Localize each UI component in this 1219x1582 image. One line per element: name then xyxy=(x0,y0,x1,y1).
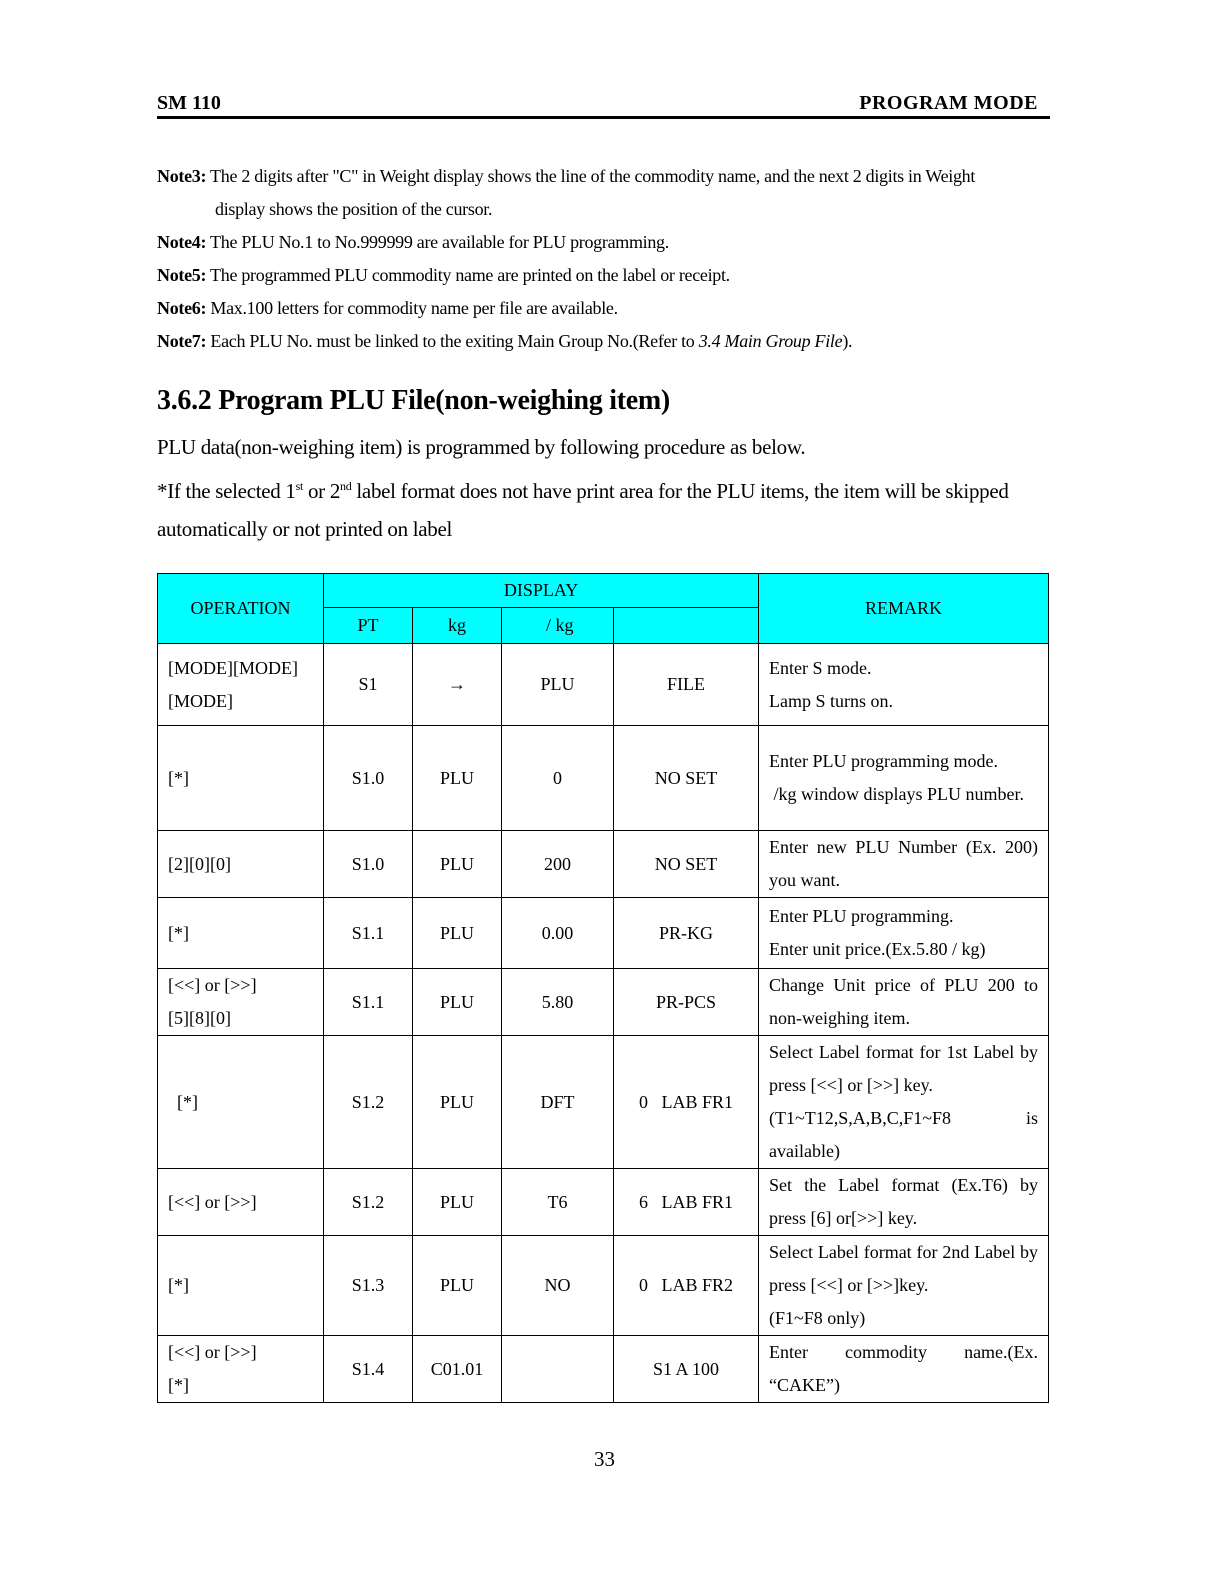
remark-cell xyxy=(759,1336,1049,1403)
remark-line: Enter commodity name.(Ex. “CAKE”) xyxy=(769,1342,1039,1395)
page-header xyxy=(157,90,1050,119)
display-price-cell: S1 A 100 xyxy=(614,1336,759,1403)
display-pt-cell: S1.1 xyxy=(324,969,413,1036)
display-perkg-cell: DFT xyxy=(502,1036,614,1169)
operation-cell xyxy=(158,1336,324,1403)
display-pt-cell: S1.4 xyxy=(324,1336,413,1403)
note-text-continued: display shows the position of the cursor. xyxy=(215,199,493,219)
display-price-cell: PR-PCS xyxy=(614,969,759,1036)
note-label: Note4: xyxy=(157,232,207,252)
table-row xyxy=(158,726,1049,831)
remark-line: Lamp S turns on. xyxy=(769,690,894,711)
display-pt-cell: S1.2 xyxy=(324,1169,413,1236)
display-price-cell: NO SET xyxy=(614,726,759,831)
note-text: Each PLU No. must be linked to the exiting Main Group No.(Refer to xyxy=(206,331,699,351)
remark-line: (T1~T12,S,A,B,C,F1~F8 is available) xyxy=(769,1108,1039,1161)
display-kg-cell: PLU xyxy=(413,831,502,898)
note-5 xyxy=(157,259,1037,292)
note-label: Note6: xyxy=(157,298,207,318)
operation-cell xyxy=(158,1169,324,1236)
display-kg-cell: PLU xyxy=(413,898,502,969)
remark-line: Set the Label format (Ex.T6) by press [6] or[>>] key. xyxy=(769,1175,1039,1228)
note-text: The PLU No.1 to No.999999 are available for PLU programming. xyxy=(206,232,669,252)
table-row xyxy=(158,969,1049,1036)
note-label: Note3: xyxy=(157,166,207,186)
remark-cell xyxy=(759,1236,1049,1336)
remark-cell xyxy=(759,644,1049,726)
note-text: The 2 digits after "C" in Weight display shows the line of the commodity name, and the next 2 digits in Weight xyxy=(206,166,976,186)
header-remark: REMARK xyxy=(759,574,1049,644)
display-perkg-cell: PLU xyxy=(502,644,614,726)
remark-line: Enter PLU programming. xyxy=(769,906,954,926)
operation-key: [*] xyxy=(168,922,189,943)
remark-cell xyxy=(759,726,1049,831)
note-6 xyxy=(157,292,1037,325)
display-price-cell: 6 LAB FR1 xyxy=(614,1169,759,1236)
note-text: Max.100 letters for commodity name per file are available. xyxy=(206,298,618,318)
table-row xyxy=(158,1236,1049,1336)
remark-line: Enter S mode. xyxy=(769,657,872,678)
remark-line: Enter new PLU Number (Ex. 200) you want. xyxy=(769,837,1039,890)
display-perkg-cell: 200 xyxy=(502,831,614,898)
table-row xyxy=(158,831,1049,898)
display-perkg-cell: T6 xyxy=(502,1169,614,1236)
table-row xyxy=(158,644,1049,726)
operation-cell xyxy=(158,1036,324,1169)
page-number: 33 xyxy=(594,1447,615,1471)
operation-key: [MODE][MODE] xyxy=(168,657,298,678)
header-kg: kg xyxy=(413,608,502,644)
display-kg-cell: PLU xyxy=(413,726,502,831)
superscript: st xyxy=(295,479,304,493)
remark-cell xyxy=(759,1036,1049,1169)
display-price-cell: NO SET xyxy=(614,831,759,898)
header-section: PROGRAM MODE xyxy=(859,92,1038,114)
operation-key: [<<] or [>>] xyxy=(168,1342,257,1362)
note-text: The programmed PLU commodity name are printed on the label or receipt. xyxy=(206,265,730,285)
display-perkg-cell: NO xyxy=(502,1236,614,1336)
display-perkg-cell: 0 xyxy=(502,726,614,831)
operation-key: [5][8][0] xyxy=(168,1008,231,1028)
procedure-table xyxy=(157,573,1049,1403)
display-price-cell: 0 LAB FR2 xyxy=(614,1236,759,1336)
display-kg-cell: PLU xyxy=(413,969,502,1036)
header-pt: PT xyxy=(324,608,413,644)
display-kg-cell: PLU xyxy=(413,1236,502,1336)
header-model: SM 110 xyxy=(157,92,221,114)
display-price-cell: PR-KG xyxy=(614,898,759,969)
display-kg-cell: PLU xyxy=(413,1036,502,1169)
operation-cell xyxy=(158,898,324,969)
display-price-cell: 0 LAB FR1 xyxy=(614,1036,759,1169)
header-operation: OPERATION xyxy=(158,574,324,644)
section-note xyxy=(157,472,1047,548)
display-kg-cell: → xyxy=(413,644,502,726)
remark-line: Enter unit price.(Ex.5.80 / kg) xyxy=(769,939,986,959)
remark-line: Change Unit price of PLU 200 to non-weighing item. xyxy=(769,975,1039,1028)
note-4 xyxy=(157,226,1037,259)
note-3 xyxy=(157,160,1037,226)
operation-cell xyxy=(158,831,324,898)
display-price-cell: FILE xyxy=(614,644,759,726)
table-row xyxy=(158,1336,1049,1403)
operation-cell xyxy=(158,644,324,726)
table-row xyxy=(158,898,1049,969)
operation-key: [*] xyxy=(168,1375,189,1395)
display-kg-cell: C01.01 xyxy=(413,1336,502,1403)
remark-line: (F1~F8 only) xyxy=(769,1308,866,1328)
note-tail: ). xyxy=(842,331,853,351)
superscript: nd xyxy=(340,479,352,493)
operation-cell xyxy=(158,726,324,831)
display-perkg-cell: 0.00 xyxy=(502,898,614,969)
section-title: 3.6.2 Program PLU File(non-weighing item) xyxy=(157,385,670,416)
note-part: label format does not have print area for the PLU items, the item will be skipped automatically or not printed on label xyxy=(157,479,1009,541)
header-price-per-kg: / kg xyxy=(502,608,614,644)
operation-key: [2][0][0] xyxy=(168,853,231,874)
operation-key: [<<] or [>>] xyxy=(168,975,257,995)
note-7 xyxy=(157,325,1037,358)
display-kg-cell: PLU xyxy=(413,1169,502,1236)
display-pt-cell: S1 xyxy=(324,644,413,726)
remark-cell xyxy=(759,898,1049,969)
header-display: DISPLAY xyxy=(324,574,759,608)
display-pt-cell: S1.0 xyxy=(324,831,413,898)
display-perkg-cell xyxy=(502,1336,614,1403)
header-price xyxy=(614,608,759,644)
section-intro: PLU data(non-weighing item) is programmed by following procedure as below. xyxy=(157,435,806,459)
notes-list xyxy=(157,160,1037,358)
remark-line: Select Label format for 1st Label by press [<<] or [>>] key. xyxy=(769,1042,1039,1095)
display-pt-cell: S1.1 xyxy=(324,898,413,969)
operation-key: [MODE] xyxy=(168,690,233,711)
operation-key: [*] xyxy=(168,767,189,788)
remark-cell xyxy=(759,969,1049,1036)
note-label: Note5: xyxy=(157,265,207,285)
table-row xyxy=(158,1169,1049,1236)
display-perkg-cell: 5.80 xyxy=(502,969,614,1036)
remark-line: Enter PLU programming mode. xyxy=(769,751,999,771)
note-label: Note7: xyxy=(157,331,207,351)
operation-key: [*] xyxy=(168,1275,189,1295)
remark-cell xyxy=(759,831,1049,898)
display-pt-cell: S1.2 xyxy=(324,1036,413,1169)
operation-cell xyxy=(158,1236,324,1336)
table-row xyxy=(158,1036,1049,1169)
remark-cell xyxy=(759,1169,1049,1236)
note-part: *If the selected 1 xyxy=(157,479,296,503)
display-pt-cell: S1.3 xyxy=(324,1236,413,1336)
operation-key: [*] xyxy=(168,1091,198,1112)
remark-line: /kg window displays PLU number. xyxy=(769,784,1025,804)
display-pt-cell: S1.0 xyxy=(324,726,413,831)
note-reference: 3.4 Main Group File xyxy=(698,331,843,351)
operation-cell xyxy=(158,969,324,1036)
remark-line: Select Label format for 2nd Label by press [<<] or [>>]key. xyxy=(769,1242,1039,1295)
operation-key: [<<] or [>>] xyxy=(168,1191,257,1212)
note-part: or 2 xyxy=(303,479,341,503)
